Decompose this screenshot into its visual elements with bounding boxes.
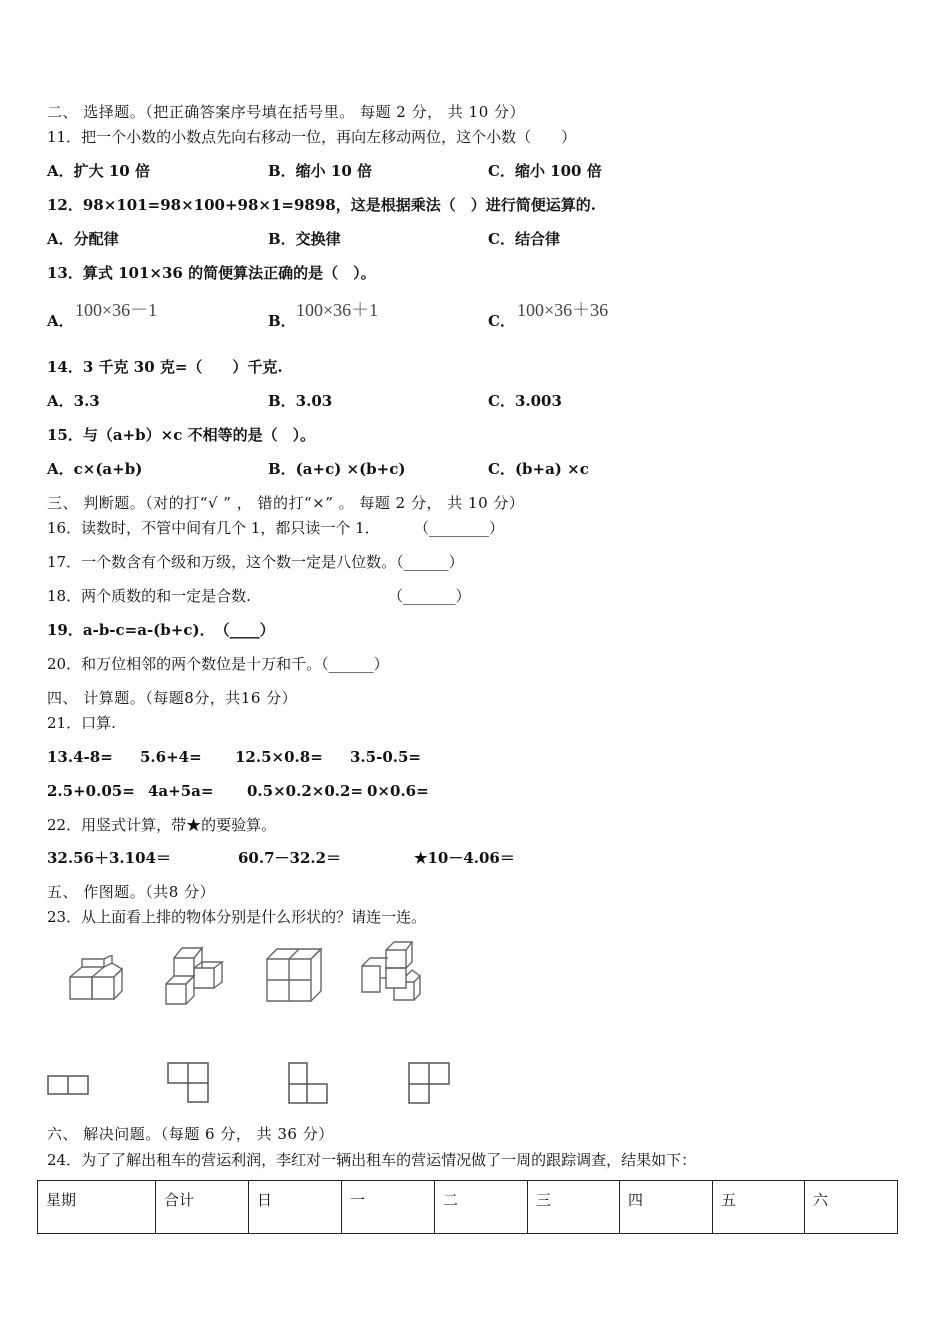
question-23: 23．从上面看上排的物体分别是什么形状的？请连一连。	[47, 908, 427, 926]
question-21: 21．口算.	[47, 714, 116, 732]
table-header-cell: 三	[528, 1181, 620, 1234]
q15-option-b: B．(a+c) ×(b+c)	[268, 460, 406, 478]
q11-option-a: A．扩大 10 倍	[47, 162, 150, 180]
question-22: 22．用竖式计算，带★的要验算。	[47, 816, 277, 834]
section-4-heading: 四、 计算题。（每题8分，共16 分）	[47, 689, 298, 707]
q15-option-a: A．c×(a+b)	[47, 460, 143, 478]
question-13: 13．算式 101×36 的简便算法正确的是（ ）。	[47, 264, 376, 282]
q21-item: 0.5×0.2×0.2=	[247, 782, 363, 800]
q13-option-c-expression: 100×36＋36	[517, 300, 609, 320]
table-header-cell: 星期	[38, 1181, 156, 1234]
table-header-cell: 五	[713, 1181, 805, 1234]
section-3-heading: 三、 判断题。（对的打“√ ” ， 错的打“×” 。 每题 2 分， 共 10 分）	[47, 494, 525, 512]
q21-item: 0×0.6=	[367, 782, 429, 800]
q12-option-a: A．分配律	[47, 230, 119, 248]
cube-stack-figure-1	[66, 955, 126, 1005]
question-17: 17．一个数含有个级和万级，这个数一定是八位数。（______）	[47, 553, 464, 571]
q13-option-b: B．	[268, 312, 296, 330]
q12-option-b: B．交换律	[268, 230, 341, 248]
question-12: 12．98×101=98×100+98×1=9898，这是根据乘法（ ）进行简便运算的.	[47, 196, 596, 214]
table-header-cell: 合计	[156, 1181, 249, 1234]
q22-item: 32.56＋3.104＝	[47, 849, 171, 867]
q11-option-b: B．缩小 10 倍	[268, 162, 372, 180]
q12-option-c: C．结合律	[488, 230, 560, 248]
q22-item: 60.7－32.2＝	[238, 849, 342, 867]
table-header-cell: 四	[620, 1181, 713, 1234]
q14-option-a: A．3.3	[47, 392, 100, 410]
question-24: 24．为了了解出租车的营运利润，李红对一辆出租车的营运情况做了一周的跟踪调查，结果如下：	[47, 1151, 697, 1169]
question-18: 18．两个质数的和一定是合数.	[47, 587, 251, 605]
table-header-cell: 二	[435, 1181, 528, 1234]
q13-option-a-expression: 100×36－1	[75, 300, 158, 320]
cube-stack-figure-4	[356, 938, 426, 1004]
question-20: 20．和万位相邻的两个数位是十万和千。（______）	[47, 655, 389, 673]
q14-option-c: C．3.003	[488, 392, 562, 410]
q15-option-c: C．(b+a) ×c	[488, 460, 589, 478]
cube-stack-figure-3	[263, 945, 323, 1005]
question-16: 16．读数时，不管中间有几个 1，都只读一个 1．	[47, 519, 380, 537]
top-view-shape-3	[285, 1060, 331, 1106]
q14-option-b: B．3.03	[268, 392, 333, 410]
question-19: 19．a-b-c=a-(b+c)． （____）	[47, 621, 275, 639]
table-header-cell: 日	[249, 1181, 342, 1234]
q13-option-a: A．	[47, 312, 74, 330]
q13-option-c: C．	[488, 312, 515, 330]
q13-option-b-expression: 100×36＋1	[296, 300, 379, 320]
q21-item: 4a+5a=	[148, 782, 214, 800]
section-2-heading: 二、 选择题。（把正确答案序号填在括号里。 每题 2 分， 共 10 分）	[47, 103, 526, 121]
top-view-shape-4	[405, 1060, 455, 1106]
q22-item: ★10－4.06＝	[414, 849, 515, 867]
section-6-heading: 六、 解决问题。（每题 6 分， 共 36 分）	[47, 1125, 334, 1143]
q21-item: 5.6+4=	[140, 748, 202, 766]
section-5-heading: 五、 作图题。（共8 分）	[47, 883, 216, 901]
table-header-cell: 六	[805, 1181, 898, 1234]
q21-item: 13.4-8=	[47, 748, 113, 766]
q21-item: 3.5-0.5=	[350, 748, 421, 766]
top-view-shape-2	[165, 1060, 211, 1106]
question-11: 11．把一个小数的小数点先向右移动一位，再向左移动两位，这个小数（ ）	[47, 128, 577, 146]
question-15: 15．与（a+b）×c 不相等的是（ ）。	[47, 426, 316, 444]
taxi-weekly-table	[37, 1180, 898, 1234]
q21-item: 2.5+0.05=	[47, 782, 135, 800]
table-header-row	[38, 1181, 898, 1234]
top-view-shape-1	[46, 1072, 92, 1098]
q11-option-c: C．缩小 100 倍	[488, 162, 602, 180]
question-14: 14．3 千克 30 克=（ ）千克.	[47, 358, 283, 376]
cube-stack-figure-2	[160, 942, 226, 1008]
q16-answer-blank: （________）	[414, 519, 505, 537]
q21-item: 12.5×0.8=	[235, 748, 323, 766]
q18-answer-blank: （_______）	[388, 587, 471, 605]
table-header-cell: 一	[342, 1181, 435, 1234]
